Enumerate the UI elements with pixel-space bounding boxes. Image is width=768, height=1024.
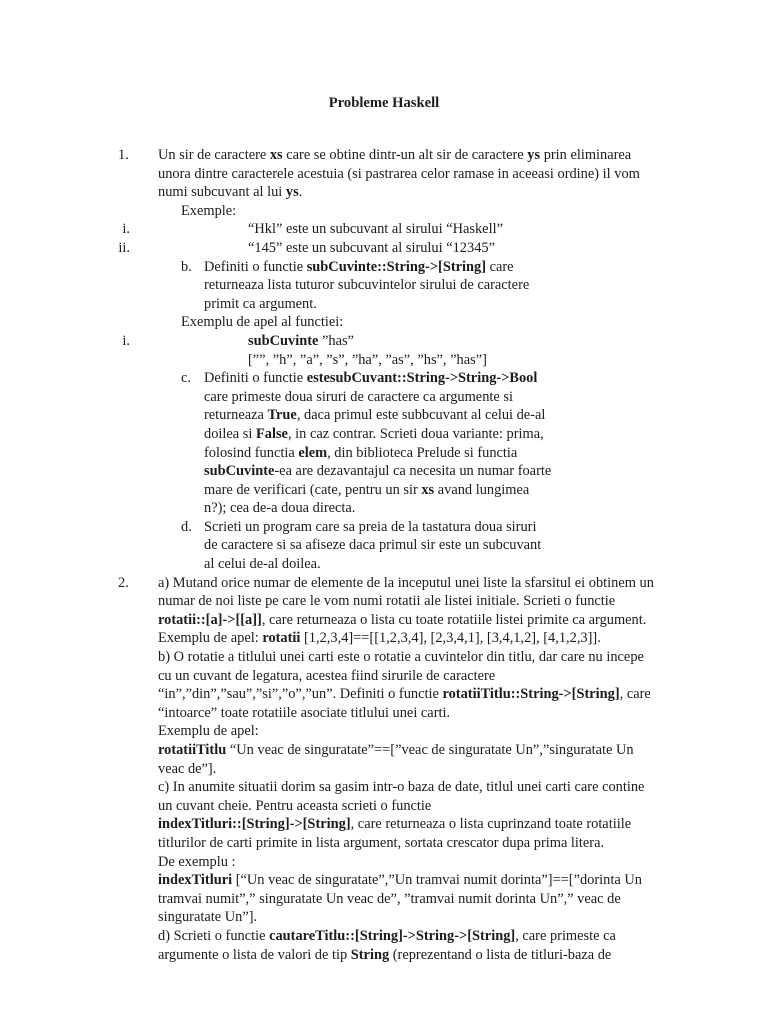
bold-term: subCuvinte: [204, 463, 275, 480]
bold-term: ys: [527, 147, 541, 163]
text-run: [1,2,3,4]==[[1,2,3,4], [2,3,4,1], [3,4,1,2], [4,1,2,3]].: [300, 630, 601, 647]
examples-label: Exemple:: [181, 202, 237, 219]
subitem-label: b.: [181, 258, 192, 275]
bold-term: indexTitluri::[String]->[String]: [158, 816, 351, 833]
bold-term: subCuvinte::String->[String]: [306, 258, 487, 275]
bold-term: subCuvinte: [248, 332, 319, 349]
bold-term: ys: [285, 184, 299, 201]
text-run: , in caz contrar. Scrieti doua variante: prima, folosind functia: [204, 425, 544, 461]
text-run: care primeste doua siruri de caractere ca argumente si returneaza: [204, 388, 513, 424]
example-label: i.: [122, 221, 130, 238]
subitem-text: [204, 369, 552, 518]
bold-term: cautareTitlu::[String]->String->[String]: [269, 927, 516, 944]
text-run: (reprezentand o lista de titluri-baza de: [389, 946, 612, 963]
bold-term: rotatii::[a]->[[a]]: [158, 611, 262, 628]
subitem-c: [0, 369, 660, 518]
subitem-text: [204, 518, 552, 574]
apel-example: [0, 332, 660, 369]
bold-term: xs: [269, 147, 283, 163]
subitem-label: c.: [181, 370, 191, 387]
example-item: [0, 220, 660, 239]
text-run: , care primeste ca argumente o lista de valori de tip: [158, 927, 616, 963]
bold-term: rotatiiTitlu: [158, 742, 227, 758]
text-run: ”has”: [318, 332, 354, 349]
example-label: De exemplu :: [158, 853, 236, 870]
text-run: “Un veac de singuratate”==[”veac de singuratate Un”,”singuratate Un veac de”].: [158, 742, 634, 777]
text-run: [“Un veac de singuratate”,”Un tramvai numit dorinta”]==[”dorinta Un tramvai numit”,” singuratate Un veac de”, ”tramvai numit dorinta Un”,” veac de singuratate Un”].: [158, 872, 642, 926]
text-run: care se obtine dintr-un alt sir de caractere: [282, 147, 528, 163]
problem-1: [0, 146, 768, 574]
text-run: c) In anumite situatii dorim sa gasim intr-o baza de date, titlul unei carti care contine un cuvant cheie. Pentru aceasta scrieti o functie: [158, 779, 645, 814]
text-run: care returneaza lista tuturor subcuvintelor sirului de caractere primit ca argument.: [204, 258, 530, 312]
subitem-d: [0, 518, 660, 574]
apel-example-result: [””, ”h”, ”a”, ”s”, ”ha”, ”as”, ”hs”, ”has”]: [248, 351, 487, 368]
bold-term: elem: [298, 444, 328, 461]
problem-2-part-c-cont: [158, 815, 660, 852]
apel-example-call: [248, 332, 552, 351]
document-title: Probleme Haskell: [328, 95, 440, 111]
text-run: d) Scrieti o functie: [158, 927, 270, 944]
problem-2-part-c: [158, 778, 660, 815]
problem-1-intro: [158, 146, 660, 202]
problem-2-part-a: [158, 574, 660, 630]
problem-number: 2.: [118, 574, 129, 591]
problem-number: 1.: [118, 147, 129, 163]
example-label: Exemplu de apel:: [158, 723, 259, 740]
text-run: Scrieti un program care sa preia de la tastatura doua siruri de caractere si sa afiseze daca primul sir este un subcuvant al celui de-al doilea.: [204, 518, 542, 573]
text-run: , care “intoarce” toate rotatiile asociate titlului unei carti.: [158, 686, 651, 721]
problem-2-part-d: [158, 927, 660, 964]
subitem-b: [0, 258, 660, 314]
text-run: prin eliminarea unora dintre caracterele acestuia (si pastrarea celor ramase in aceeasi ordine) il vom numi subcuvant al lui: [158, 147, 640, 201]
problem-2-part-a-example: [158, 629, 660, 648]
text-run: -ea are dezavantajul ca necesita un numar foarte mare de verificari (cate, pentru un sir: [204, 463, 552, 498]
bold-term: True: [267, 407, 297, 424]
bold-term: xs: [421, 481, 435, 498]
bold-term: estesubCuvant::String->String->Bool: [306, 370, 538, 387]
problem-2: [0, 574, 768, 964]
text-run: Definiti o functie: [204, 258, 307, 275]
bold-term: False: [255, 425, 288, 442]
text-run: , care returneaza o lista cuprinzand toate rotatiile titlurilor de carti primite in lista argument, sortata crescator dupa prima litera.: [158, 816, 632, 851]
text-run: , din biblioteca Prelude si functia: [327, 444, 518, 461]
text-run: avand lungimea n?); cea de-a doua directa.: [204, 481, 530, 517]
example-label: ii.: [118, 239, 130, 256]
text-run: .: [298, 184, 303, 201]
text-run: Definiti o functie: [204, 370, 307, 387]
example-label: i.: [122, 332, 130, 349]
subitem-text: [204, 258, 552, 314]
subitem-label: d.: [181, 518, 192, 535]
text-run: Un sir de caractere: [158, 147, 270, 163]
problem-2-part-c-example: [158, 871, 660, 927]
bold-term: rotatii: [262, 630, 301, 647]
example-item: [0, 239, 660, 258]
example-text: “145” este un subcuvant al sirului “12345”: [248, 239, 495, 256]
problem-2-part-b-example: [158, 741, 660, 778]
bold-term: indexTitluri: [158, 872, 233, 889]
problem-2-part-b: [158, 648, 660, 722]
text-run: Exemplu de apel:: [158, 630, 263, 647]
example-text: “Hkl” este un subcuvant al sirului “Haskell”: [248, 221, 503, 238]
problem-list: [0, 146, 768, 964]
text-run: a) Mutand orice numar de elemente de la inceputul unei liste la sfarsitul ei obtinem un numar de noi liste pe care le vom numi rotatii ale listei initiale. Scrieti o functie: [158, 574, 654, 610]
text-run: b) O rotatie a titlului unei carti este o rotatie a cuvintelor din titlu, dar care nu incepe cu un cuvant de legatura, acestea fiind sirurile de caractere “in”,”din”,”sau”,”si”,”o”,”un”. Definiti o functie: [158, 649, 644, 703]
bold-term: rotatiiTitlu::String->[String]: [442, 686, 620, 703]
text-run: , care returneaza o lista cu toate rotatiile listei primite ca argument.: [261, 611, 647, 628]
apel-label: Exemplu de apel al functiei:: [181, 314, 344, 331]
text-run: , daca primul este subbcuvant al celui de-al doilea si: [204, 407, 546, 442]
bold-term: String: [350, 946, 390, 963]
